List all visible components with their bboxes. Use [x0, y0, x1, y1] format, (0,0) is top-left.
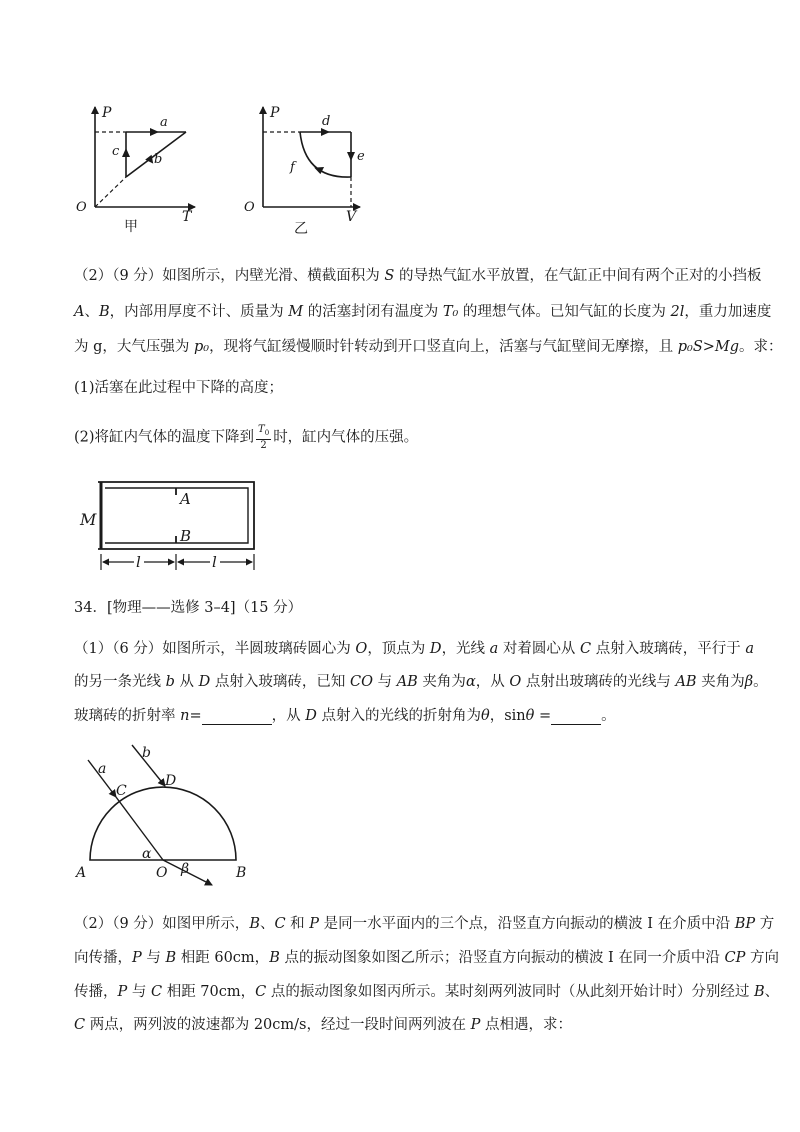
- label-a: A: [180, 490, 191, 508]
- label-f: f: [290, 160, 295, 175]
- answer-blank-sin-theta[interactable]: [551, 708, 601, 725]
- answer-blank-n[interactable]: [202, 708, 272, 725]
- q33-2-line1: （2）（9 分）如图所示，内壁光滑、横截面积为 S 的导热气缸水平放置，在气缸正中间有两个正对的小挡板: [74, 268, 762, 284]
- label-a: a: [160, 115, 168, 130]
- graph-jia: [60, 95, 210, 245]
- label-o: O: [156, 865, 168, 881]
- q34-2-line2: 向传播，P 与 B 相距 60cm，B 点的振动图象如图乙所示；沿竖直方向振动的横波 I 在同一介质中沿 CP 方向: [74, 950, 779, 966]
- fraction-t0-over-2: $\frac{T_0}{2}$: [258, 424, 270, 451]
- label-b: b: [154, 152, 163, 167]
- graph-yi: [230, 95, 380, 245]
- label-b: b: [142, 745, 151, 761]
- label-t: T: [182, 209, 192, 225]
- caption-yi: 乙: [294, 221, 308, 237]
- caption-jia: 甲: [124, 219, 138, 235]
- cylinder-figure: [70, 470, 270, 580]
- q33-2-line3: 为 g，大气压强为 p₀，现将气缸缓慢顺时针转动到开口竖直向上，活塞与气缸壁间无摩擦，且 p₀S>Mg。求：: [74, 339, 783, 355]
- q34-1-line2: 的另一条光线 b 从 D 点射入玻璃砖，已知 CO 与 AB 夹角为α，从 O 点射出玻璃砖的光线与 AB 夹角为β。: [74, 674, 768, 690]
- label-e: e: [357, 149, 365, 164]
- label-l-right: l: [212, 553, 217, 571]
- label-l-left: l: [136, 553, 141, 571]
- label-p: P: [102, 105, 112, 121]
- arrow-a: [150, 128, 159, 136]
- dashed-ref-diagonal: [95, 177, 126, 207]
- arrow-c: [122, 148, 130, 157]
- label-a: a: [98, 761, 107, 777]
- q34-2-line1: （2）（9 分）如图甲所示，B、C 和 P 是同一水平面内的三个点，沿竖直方向振动的横波 I 在介质中沿 BP 方: [74, 916, 775, 932]
- label-origin: O: [244, 200, 255, 215]
- label-beta: β: [181, 861, 190, 877]
- arrow-e: [347, 152, 355, 161]
- q34-1-line1: （1）（6 分）如图所示，半圆玻璃砖圆心为 O，顶点为 D，光线 a 对着圆心从 C 点射入玻璃砖，平行于 a: [74, 641, 755, 657]
- label-alpha: α: [142, 846, 152, 862]
- label-v: V: [346, 209, 357, 225]
- label-origin: O: [76, 200, 87, 215]
- q33-2-line2: A、B，内部用厚度不计、质量为 M 的活塞封闭有温度为 T₀ 的理想气体。已知气缸的长度为 2l，重力加速度: [74, 304, 772, 320]
- arrow-d: [321, 128, 330, 136]
- semicircle-figure: [70, 735, 270, 895]
- q34-1-line3: 玻璃砖的折射率 n= ，从 D 点射入的光线的折射角为θ，sinθ = 。: [74, 708, 616, 724]
- label-c: C: [116, 783, 127, 799]
- label-d: D: [165, 773, 177, 789]
- semicircle-glass: [90, 787, 236, 860]
- ray-a-inside: [116, 797, 163, 860]
- q33-2-sub1: (1)活塞在此过程中下降的高度；: [74, 380, 284, 396]
- label-a-end: A: [76, 865, 87, 881]
- q34-2-line4: C 两点，两列波的波速都为 20cm/s，经过一段时间两列波在 P 点相遇，求：: [74, 1017, 572, 1033]
- process-f: [300, 132, 351, 177]
- label-b-end: B: [236, 865, 247, 881]
- label-p: P: [270, 105, 280, 121]
- label-c: c: [112, 144, 120, 159]
- q34-header: 34．[物理——选修 3–4]（15 分）: [74, 600, 303, 616]
- label-d: d: [322, 114, 331, 129]
- q33-2-sub2: (2)将缸内气体的温度下降到 $\frac{T_0}{2}$ 时，缸内气体的压强。: [74, 424, 419, 451]
- label-m: M: [80, 510, 97, 529]
- cylinder-inner-wall: [105, 488, 248, 543]
- q34-2-line3: 传播，P 与 C 相距 70cm，C 点的振动图象如图丙所示。某时刻两列波同时（从此刻开始计时）分别经过 B、: [74, 984, 780, 1000]
- label-b: B: [180, 527, 192, 545]
